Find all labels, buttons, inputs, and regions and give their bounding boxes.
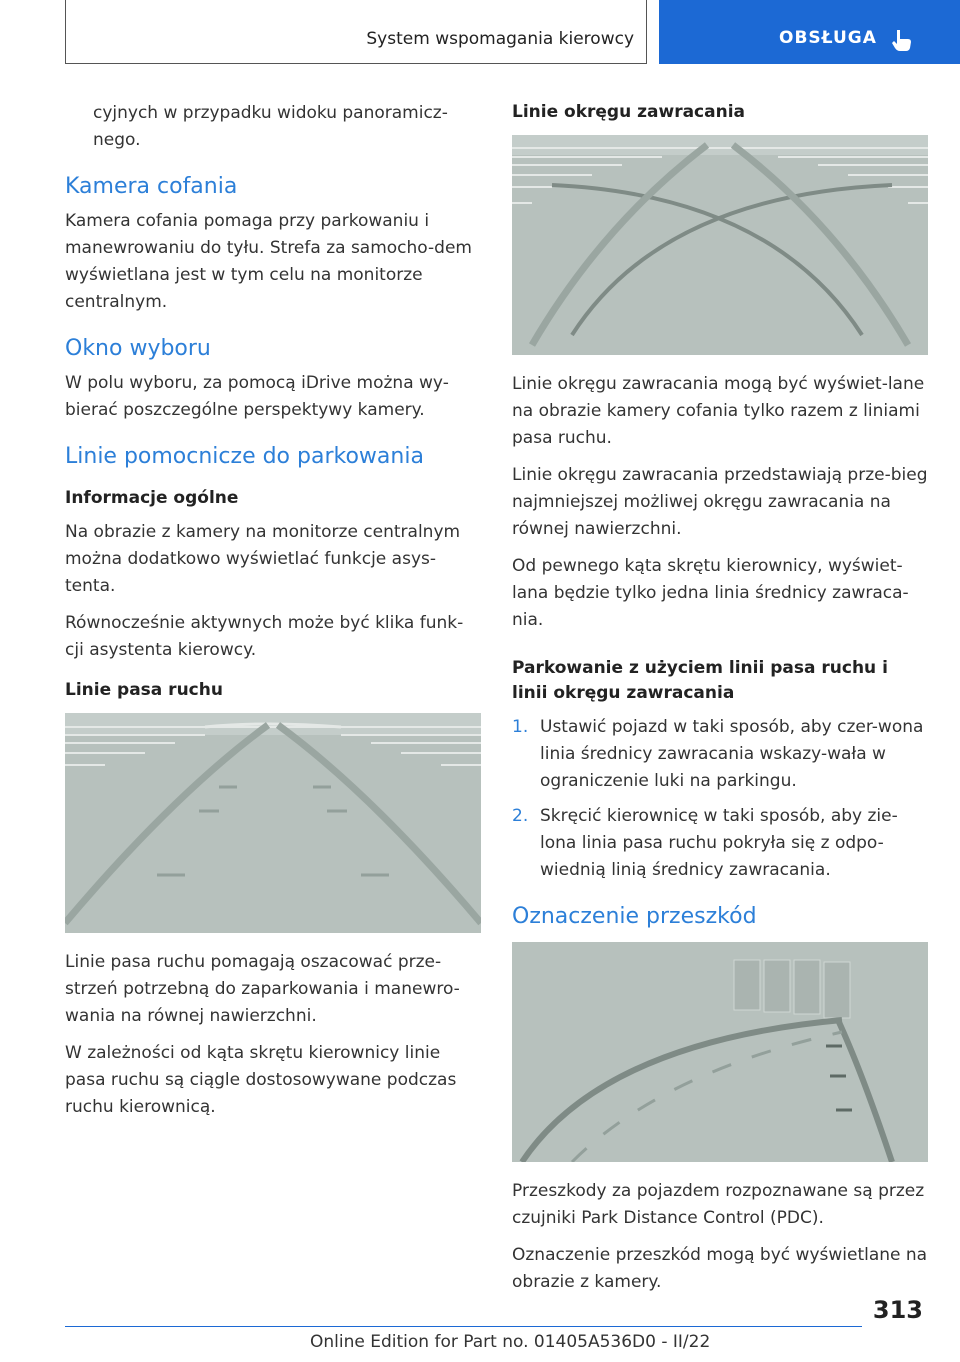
step-text: Ustawić pojazd w taki sposób, aby czer-wona linia średnicy zawracania wskazy-wała w ograniczenie luki na parkingu.	[540, 717, 924, 791]
paragraph-pasa-1: Linie pasa ruchu pomagają oszacować prze-strzeń potrzebną do zaparkowania i manewro-wania na równej nawierzchni.	[65, 952, 460, 1026]
paragraph-info-2: Równocześnie aktywnych może być klika funk-cji asystenta kierowcy.	[65, 613, 464, 660]
paragraph-okno: W polu wyboru, za pomocą iDrive można wy-bierać poszczególne perspektywy kamery.	[65, 373, 449, 420]
paragraph-pasa-2: W zależności od kąta skrętu kierownicy linie pasa ruchu są ciągle dostosowywane podczas ruchu kierownicą.	[65, 1043, 457, 1117]
step-number: 2.	[512, 806, 529, 826]
right-column	[512, 100, 928, 1306]
step-text: Skręcić kierownicę w taki sposób, aby zie-lona linia pasa ruchu pokryła się z odpo-wiednią linią średnicy zawracania.	[540, 806, 898, 880]
heading-oznaczenie-przeszkod: Oznaczenie przeszkód	[512, 904, 757, 929]
left-column	[65, 100, 481, 1131]
section-tab-label: OBSŁUGA	[779, 28, 877, 48]
paragraph-przeszkod-2: Oznaczenie przeszkód mogą być wyświetlane na obrazie z kamery.	[512, 1245, 928, 1292]
paragraph-kamera: Kamera cofania pomaga przy parkowaniu i manewrowaniu do tyłu. Strefa za samocho-dem wyświetlana jest w tym celu na monitorze centralnym.	[65, 211, 472, 312]
heading-kamera-cofania: Kamera cofania	[65, 174, 238, 199]
footer-divider	[65, 1326, 862, 1327]
header-box	[65, 0, 647, 64]
step-number: 1.	[512, 717, 529, 737]
intro-text: cyjnych w przypadku widoku panoramicz-nego.	[93, 103, 448, 150]
pointing-hand-icon	[891, 28, 913, 52]
heading-linie-pasa: Linie pasa ruchu	[65, 680, 223, 700]
paragraph-okregu-1: Linie okręgu zawracania mogą być wyświet-lane na obrazie kamery cofania tylko razem z liniami pasa ruchu.	[512, 374, 925, 448]
page-number: 313	[872, 1296, 923, 1324]
list-item	[512, 714, 928, 795]
obstacle-marking-illustration	[512, 942, 928, 1162]
turning-circle-illustration	[512, 135, 928, 355]
heading-linie-okregu: Linie okręgu zawracania	[512, 102, 746, 122]
steps-list	[512, 714, 928, 884]
section-tab	[659, 0, 960, 64]
paragraph-info-1: Na obrazie z kamery na monitorze centralnym można dodatkowo wyświetlać funkcje asys-tenta.	[65, 522, 461, 596]
edition-info: Online Edition for Part no. 01405A536D0 - II/22	[310, 1332, 711, 1352]
heading-informacje-ogolne: Informacje ogólne	[65, 488, 239, 508]
lane-lines-illustration	[65, 713, 481, 933]
heading-parkowanie: Parkowanie z użyciem linii pasa ruchu i linii okręgu zawracania	[512, 658, 888, 703]
heading-okno-wyboru: Okno wyboru	[65, 336, 211, 361]
heading-linie-pomocnicze: Linie pomocnicze do parkowania	[65, 444, 424, 469]
paragraph-przeszkod-1: Przeszkody za pojazdem rozpoznawane są przez czujniki Park Distance Control (PDC).	[512, 1181, 925, 1228]
paragraph-okregu-2: Linie okręgu zawracania przedstawiają prze-bieg najmniejszej możliwej okręgu zawracania na równej nawierzchni.	[512, 465, 928, 539]
paragraph-okregu-3: Od pewnego kąta skrętu kierownicy, wyświet-lana będzie tylko jedna linia średnicy zawraca-nia.	[512, 556, 909, 630]
list-item	[512, 803, 928, 884]
section-title: System wspomagania kierowcy	[366, 29, 634, 49]
